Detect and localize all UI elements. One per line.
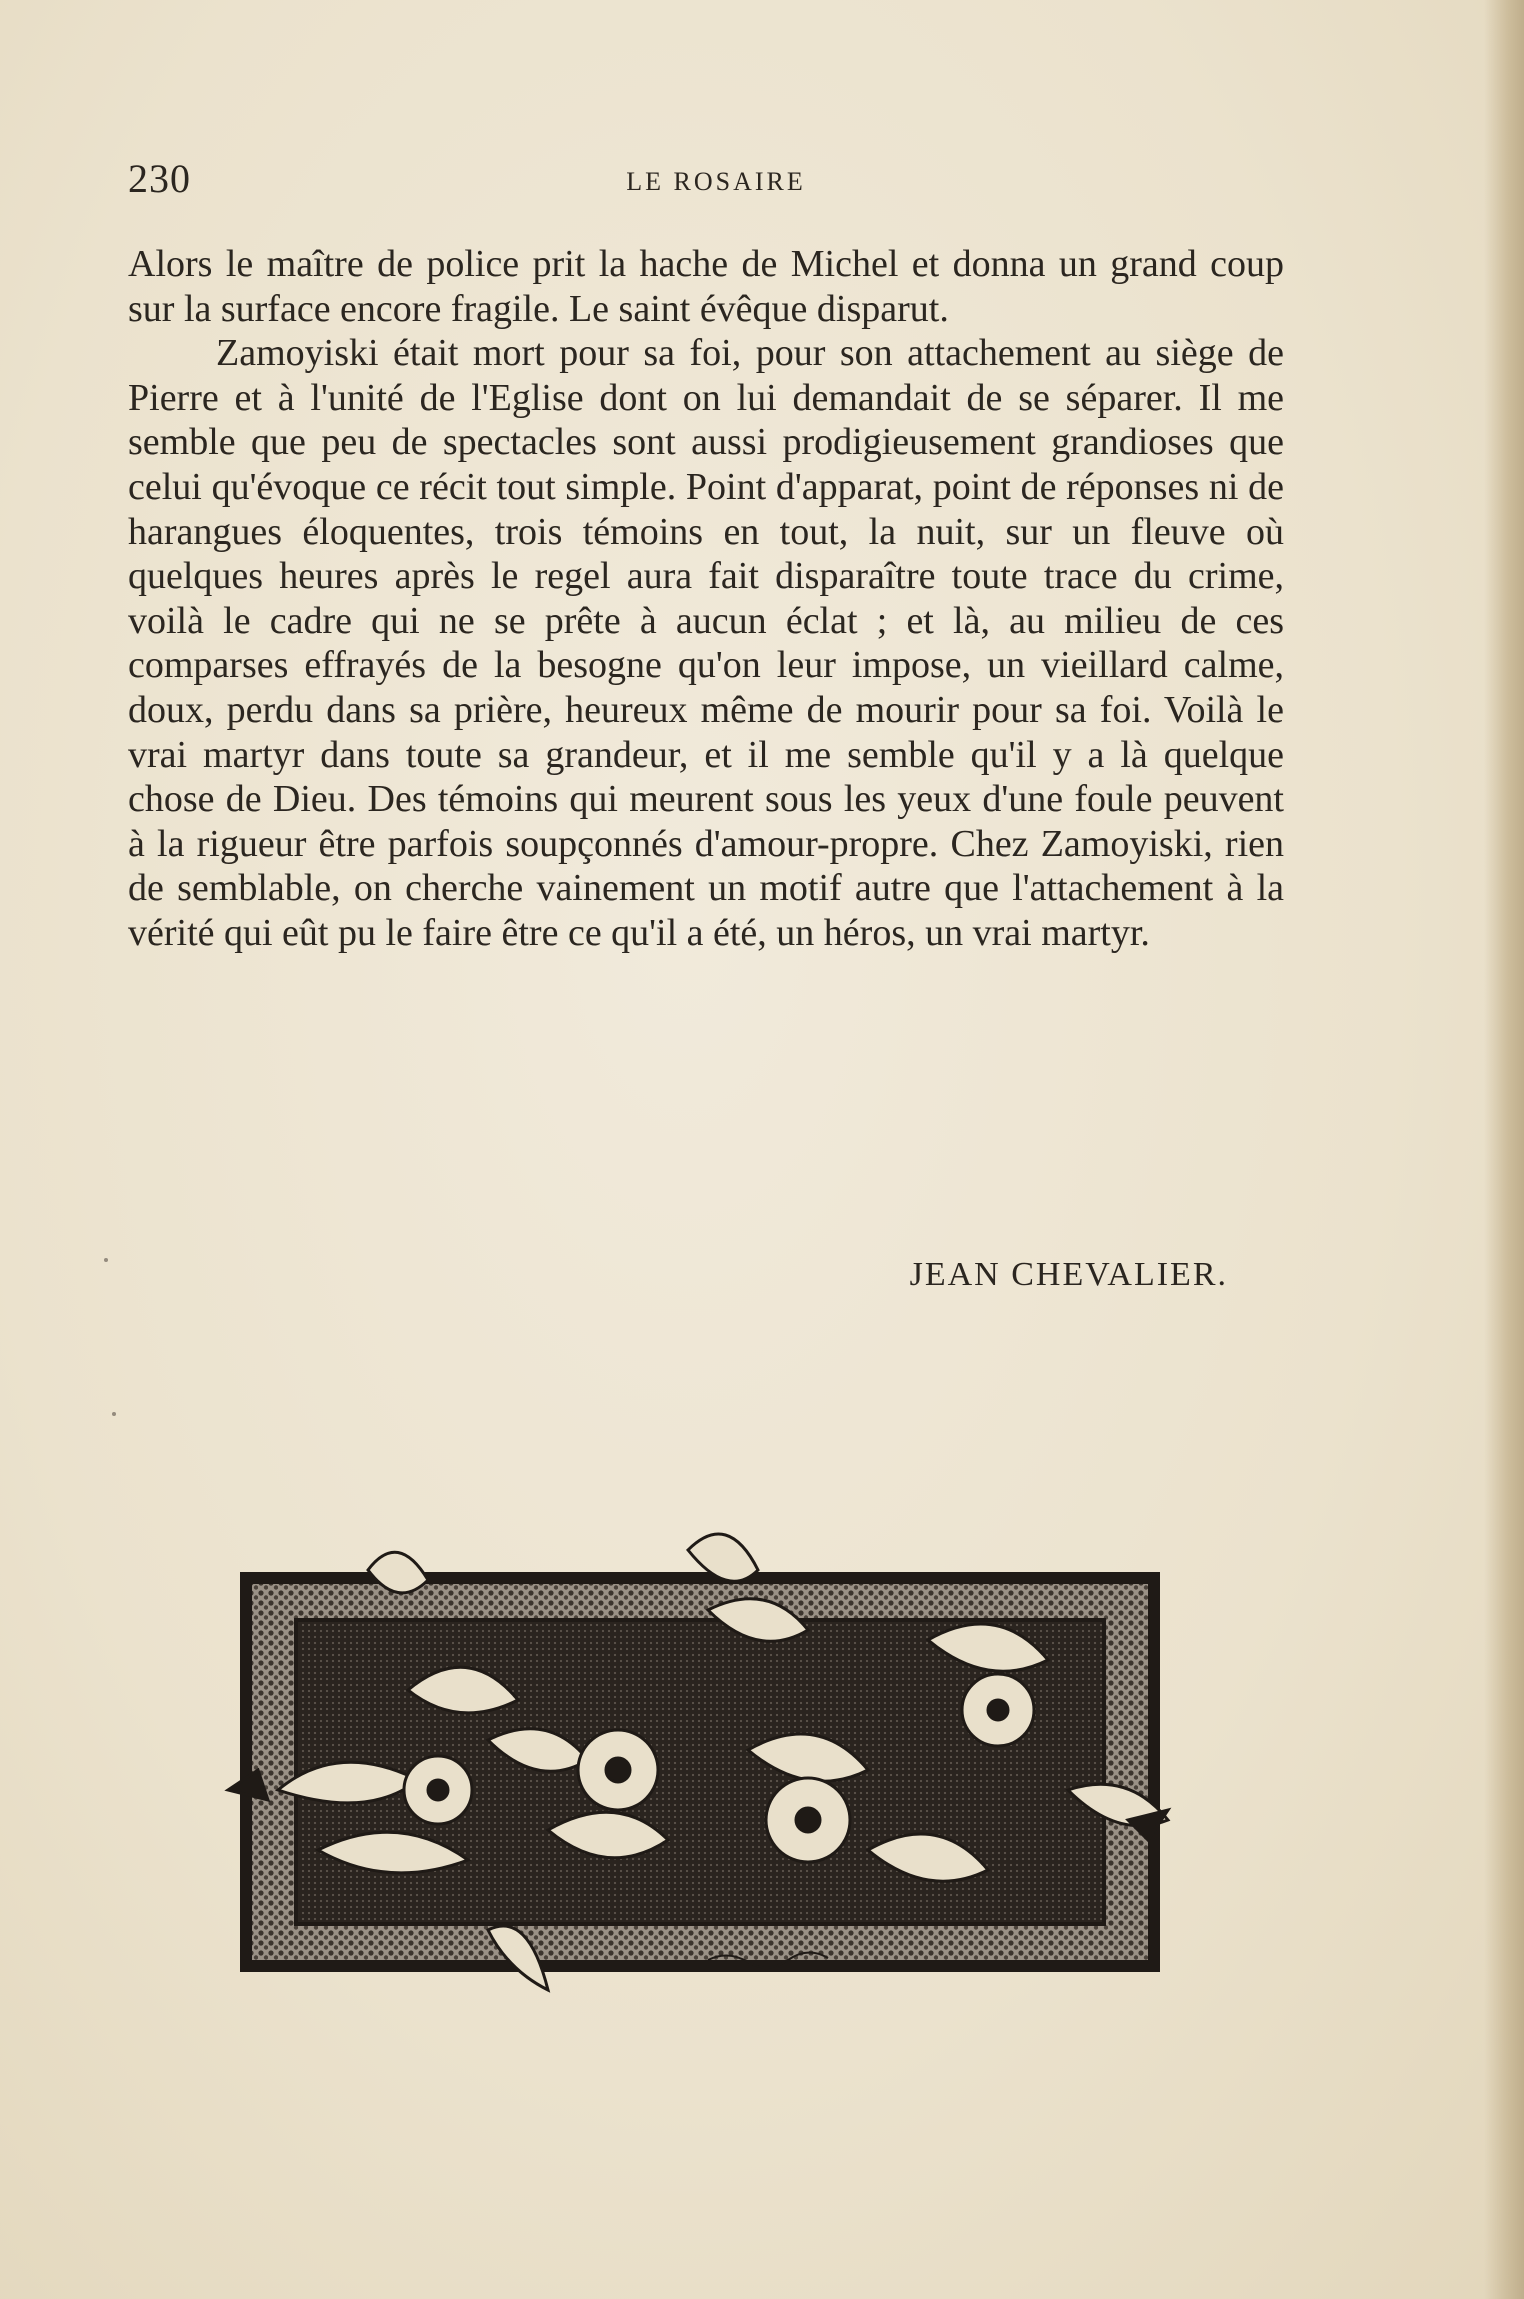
ink-speck <box>112 1412 116 1416</box>
ink-speck <box>104 1258 108 1262</box>
page-header <box>128 155 1284 205</box>
floral-vignette <box>168 1490 1228 2010</box>
running-head: LE ROSAIRE <box>626 167 806 196</box>
body-text <box>128 242 1284 956</box>
author-signature: JEAN CHEVALIER. <box>909 1256 1228 1293</box>
page-number: 230 <box>128 156 191 201</box>
paragraph: Zamoyiski était mort pour sa foi, pour son attachement au siège de Pierre et à l'unité de l'Eglise dont on lui demandait de se séparer. Il me semble que peu de spectacles sont aussi prodigieusement grandioses que celui qu'évoque ce récit tout simple. Point d'apparat, point de réponses ni de harangues éloquentes, trois témoins en tout, la nuit, sur un fleuve où quelques heures après le regel aura fait disparaître toute trace du crime, voilà le cadre qui ne se prête à aucun éclat ; et là, au milieu de ces comparses effrayés de la besogne qu'on leur impose, un vieillard calme, doux, perdu dans sa prière, heureux même de mourir pour sa foi. Voilà le vrai martyr dans toute sa grandeur, et il me semble qu'il y a là quelque chose de Dieu. Des témoins qui meurent sous les yeux d'une foule peuvent à la rigueur être parfois soupçonnés d'amour-propre. Chez Zamoyiski, rien de semblable, on cherche vainement un motif autre que l'attachement à la vérité qui eût pu le faire être ce qu'il a été, un héros, un vrai martyr. <box>128 332 1284 954</box>
page-edge-shadow <box>1484 0 1524 2299</box>
paragraph: Alors le maître de police prit la hache de Michel et donna un grand coup sur la surface encore fragile. Le saint évêque disparut. <box>128 243 1284 330</box>
